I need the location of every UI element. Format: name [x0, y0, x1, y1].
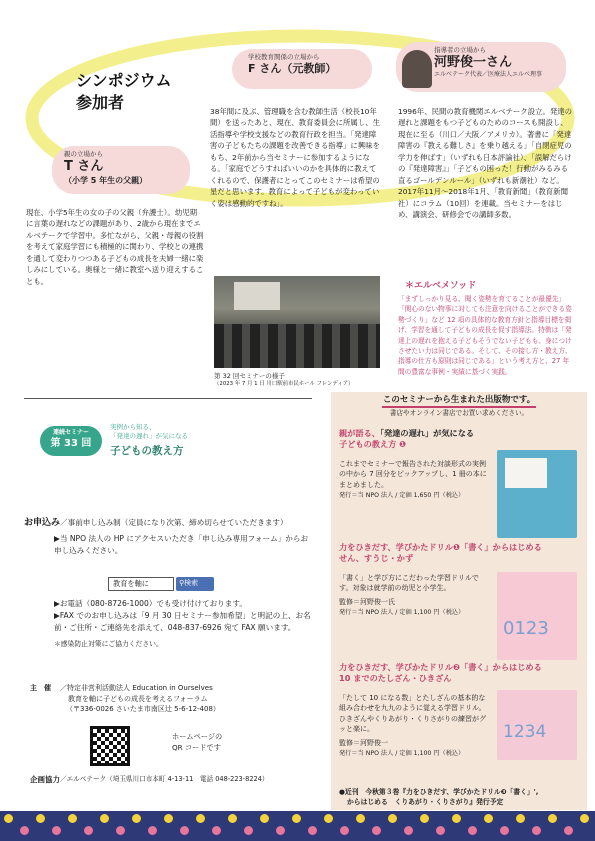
photo-caption-date: （2023 年 7 月 1 日 川口駅前市民ホール フレンディア） — [214, 381, 354, 387]
seminar-photo — [214, 276, 380, 368]
parent-name-bubble: 親の立場から T さん （小学 5 年生の父親） — [52, 146, 190, 194]
photo-caption: 第 32 回セミナーの様子 — [214, 372, 285, 380]
publications-sub: 書店やオンライン書店でお買い求めください。 — [389, 409, 529, 417]
application-section: お申込み／事前申し込み制（定員になり次第、締め切らせていただきます） ▶当 NPO 法人の HP にアクセスいただき「申し込み専用フォーム」からお申し込みください。 — [24, 518, 309, 555]
book-1-cover — [497, 450, 577, 538]
qr-code — [90, 726, 130, 766]
application-more: ▶お電話（080-8726-1000）でも受け付けております。 ▶FAX でのお申し込みは「9 月 30 日セミナー参加希望」と明記の上、お名前・ご住所・ご連絡先を添えて、048-837-6926 宛て FAX 願います。 ＊感染防止対策にご協力ください。 — [54, 599, 311, 649]
school-name-bubble: 学校教育関係の立場から F さん（元教師） — [232, 49, 372, 89]
book-2-cover: 0123 — [497, 572, 577, 660]
upcoming-note: ●近刊 今秋第３巻『力をひきだす、学びかたドリル❸「書く」', からはじめる くりあがり・くりさがり』発行予定 — [339, 788, 539, 806]
coop: 企画協力 ／エルベテーク（埼玉県川口市本町 4-13-11 電話 048-223-8224） — [30, 775, 269, 784]
search-button[interactable]: ⚲検索 — [176, 577, 214, 591]
book-3: 力をひきだす、学びかたドリル❷「書く」からはじめる 10 までのたしざん・ひきざん 「たして 10 になる数」とたしざんの基本的な組み合わせを九九のように覚える学習ドリル。ひきざんやくりあがり・くりさがりの練習がグッと楽に。 監修＝河野俊一 発行＝当 NPO 法人 / 定価 1,100 円（税込） 1234 — [339, 662, 579, 759]
publications-heading: このセミナーから生まれた出版物です。 — [382, 395, 536, 405]
divider — [24, 398, 312, 399]
search-icon: ⚲ — [179, 579, 185, 587]
leader-portrait — [402, 50, 432, 88]
seminar-subtitle: 実例から知る、 「発達の遅れ」が気になる — [110, 423, 188, 440]
parent-bio: 現在、小学5年生の女の子の父親（弁護士）。幼児期に言葉の遅れなどの課題があり、2歳から現在までエルベテークで学習中。多忙ながら、父親・母親の役割を考えて家庭学習にも積極的に関わり、学校との連携を通して変わりつつある子どもの成長を夫婦一緒に楽しみにしている。奥様と一緒に教室へ送り迎えすることも。 — [26, 208, 204, 286]
leader-bio: 1996年、民間の教育機関エルベテーク設立。発達の遅れと課題をもつ子どものためのコースも開設し、現在に至る（川口／大阪／アメリカ）。著書に「発達障害の『教える難しさ』を乗り越える」「自閉症児の学力を伸ばす」（いずれも日本評論社）、「誤解だらけの『発達障害』」「子どもの困った！行動がみるみる直るゴールデンルール」（いずれも新潮社）など。2017年11月〜2018年1月、「教育新聞」（教育新聞社）にコラム（10回）を連載。当セミナーをはじめ、講演会、研修会での講師多数。 — [398, 107, 573, 220]
book-1: 親が語る、「発達の遅れ」が気になる 子どもの教え方 ❶ これまでセミナーで報告された対談形式の実例の中から 7 回分をピックアップし、1 冊の本にまとめました。 発行＝当 NPO 法人 / 定価 1,650 円（税込） — [339, 428, 579, 501]
book-2: 力をひきだす、学びかたドリル❶「書く」からはじめる せん、すうじ・かず 「書く」と学び方にこだわった学習ドリルです。対象は就学前の幼児と小学生。 監修＝河野俊一氏 発行＝当 NPO 法人 / 定価 1,100 円（税込） 0123 — [339, 542, 579, 618]
method-text: 「まずしっかり見る、聞く姿勢を育てることが最優先」「関心のない物事に対しても注意を向けることができる姿勢づくり」など 12 項の具体的な教育方針と指導目標を掲げ、学習を通して子どもの成長を促す指導法。特徴は「発達上の遅れを抱える子どもそうでない子どもも、身につけさせたい力は同じである。そして、その接し方・教え方、指導の仕方も原則は同じである」という考え方と、27 年間の豊富な事例・実績に基づく実践。 — [398, 295, 572, 376]
book-3-cover: 1234 — [497, 690, 577, 760]
school-bio: 38年間に及ぶ、管理職を含む教師生活（校長10年間）を送ったあと、現在、教育委員会に所属し、生活指導や学校支援などの教育行政を担当。「発達障害の子どもたちの課題を改善できる指導」に興味をもち、2年前から当セミナーに参加するようになる。「家庭でどうすればいいのかを具体的に教えてくれるので、保護者にとってこのセミナーは希望の星だと思います。教育によって子どもが変わっていく姿は感動的ですね」。 — [210, 107, 380, 208]
search-input[interactable]: 教育を軸に — [108, 577, 174, 591]
footer-dot-band — [0, 811, 595, 841]
seminar-badge: 連続セミナー 第 33 回 — [40, 426, 102, 456]
leader-name-bubble: 指導者の立場から 河野俊一さん エルベテーク代表／医療法人エルベ理事 — [396, 42, 566, 92]
heading-underline — [382, 406, 536, 408]
qr-label: ホームページの QR コードです — [172, 732, 223, 752]
symposium-title: シンポジウム 参加者 — [76, 71, 172, 112]
method-title: ＊エルベメソッド — [405, 281, 477, 291]
seminar-title: 子どもの教え方 — [110, 445, 184, 457]
organizer: 主 催 ／特定非営利活動法人 Education in Ourselves 教育を軸に子どもの成長を考えるフォーラム （〒336-0026 さいたま市南区辻 5-6-12-408） — [30, 684, 220, 713]
